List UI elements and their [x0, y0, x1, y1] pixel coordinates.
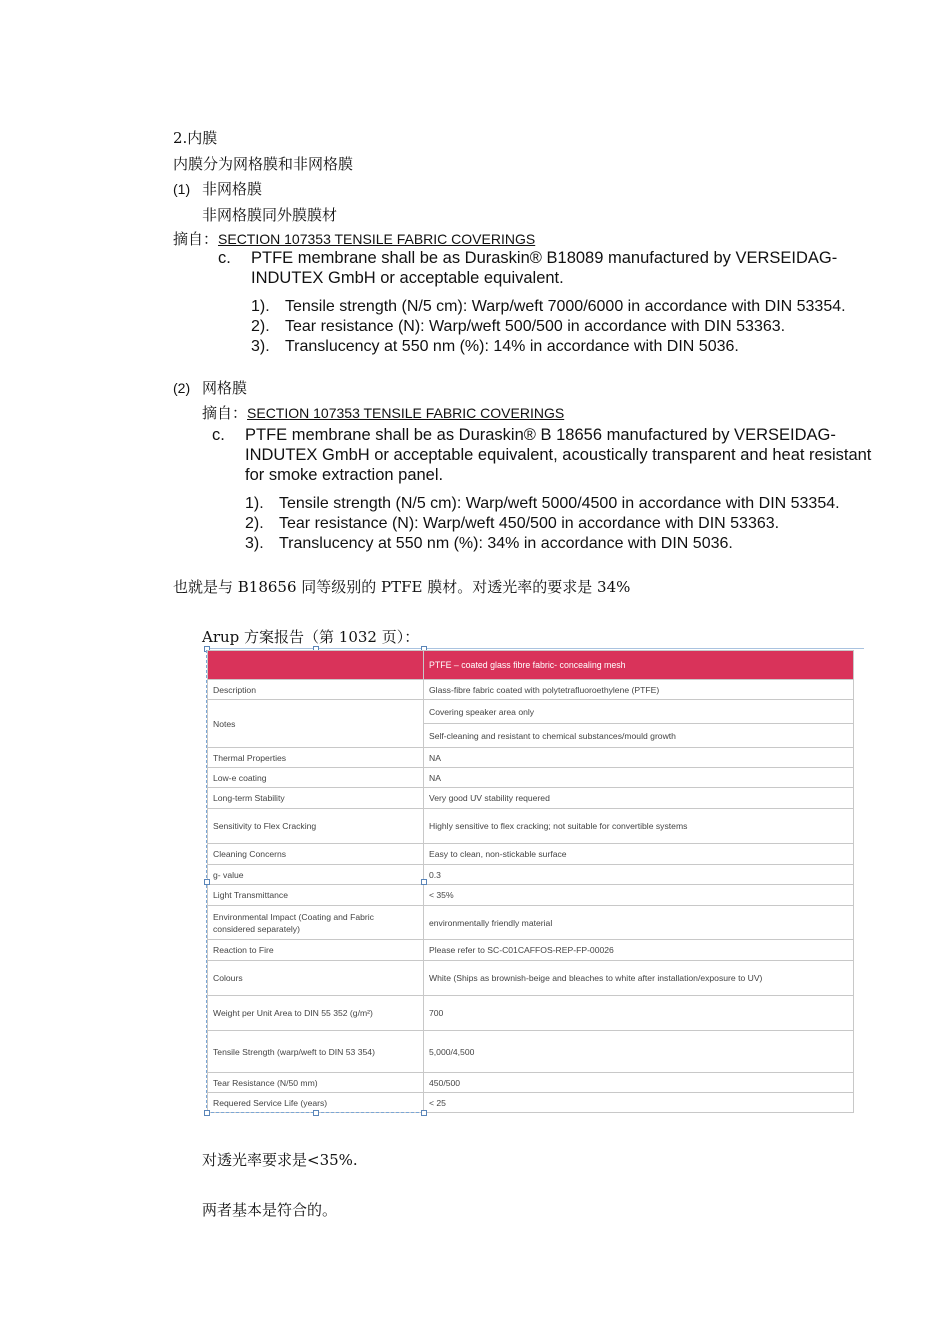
- part2-item-letter: c.: [212, 426, 225, 444]
- part2-item-line: PTFE membrane shall be as Duraskin® B 18656 manufactured by VERSEIDAG-: [245, 426, 836, 444]
- row-label: Cleaning Concerns: [208, 844, 424, 865]
- row-label: Sensitivity to Flex Cracking: [208, 809, 424, 844]
- reference-prefix: 摘自：: [173, 230, 219, 248]
- row-value: White (Ships as brownish-beige and bleaches to white after installation/exposure to UV): [424, 961, 854, 996]
- resize-handle[interactable]: [313, 1110, 319, 1116]
- part1-subitem: 2). Tear resistance (N): Warp/weft 500/500 in accordance with DIN 53363.: [251, 318, 786, 335]
- part1-number: (1): [173, 181, 191, 197]
- row-label: Thermal Properties: [208, 748, 424, 768]
- part2-item-line: for smoke extraction panel.: [245, 466, 444, 484]
- row-label: Notes: [208, 700, 424, 748]
- table-row: [208, 809, 854, 844]
- table-row: [208, 680, 854, 700]
- row-value: NA: [424, 748, 854, 768]
- part2-subitem: 3). Translucency at 550 nm (%): 34% in accordance with DIN 5036.: [245, 535, 733, 552]
- resize-handle[interactable]: [421, 1110, 427, 1116]
- part2-number: (2): [173, 380, 191, 396]
- summary-text: 也就是与 B18656 同等级别的 PTFE 膜材。对透光率的要求是 34%: [173, 578, 631, 596]
- spec-table: [207, 650, 854, 1113]
- row-value: Easy to clean, non-stickable surface: [424, 844, 854, 865]
- table-row: [208, 1093, 854, 1113]
- row-label: Requered Service Life (years): [208, 1093, 424, 1113]
- resize-handle[interactable]: [421, 879, 427, 885]
- row-value: Self-cleaning and resistant to chemical substances/mould growth: [424, 724, 854, 748]
- part1-reference: [173, 228, 535, 249]
- table-row: [208, 1073, 854, 1093]
- table-row: [208, 906, 854, 940]
- row-label: g- value: [208, 865, 424, 885]
- row-value: Very good UV stability requered: [424, 788, 854, 809]
- row-value: Covering speaker area only: [424, 700, 854, 724]
- reference-link[interactable]: SECTION 107353 TENSILE FABRIC COVERINGS: [247, 405, 565, 421]
- row-label: Tensile Strength (warp/weft to DIN 53 354): [208, 1031, 424, 1073]
- row-label: Environmental Impact (Coating and Fabric considered separately): [208, 906, 424, 940]
- row-label: Long-term Stability: [208, 788, 424, 809]
- table-header-row: [208, 651, 854, 680]
- part1-subitem: 1). Tensile strength (N/5 cm): Warp/weft 7000/6000 in accordance with DIN 53354.: [251, 298, 846, 315]
- row-label: Light Transmittance: [208, 885, 424, 906]
- row-label: Reaction to Fire: [208, 940, 424, 961]
- intro-text: 内膜分为网格膜和非网格膜: [173, 155, 354, 173]
- row-label: Colours: [208, 961, 424, 996]
- part1-heading: [173, 178, 262, 199]
- part1-subitem: 3). Translucency at 550 nm (%): 14% in accordance with DIN 5036.: [251, 338, 739, 355]
- part1-description: 非网格膜同外膜膜材: [202, 206, 338, 224]
- row-label: Weight per Unit Area to DIN 55 352 (g/m²): [208, 996, 424, 1031]
- table-row: [208, 961, 854, 996]
- part1-item-line: PTFE membrane shall be as Duraskin® B18089 manufactured by VERSEIDAG-: [251, 249, 838, 267]
- table-header-title: PTFE – coated glass fibre fabric- concealing mesh: [424, 651, 854, 680]
- table-row: [208, 865, 854, 885]
- row-value: Highly sensitive to flex cracking; not suitable for convertible systems: [424, 809, 854, 844]
- row-value: 450/500: [424, 1073, 854, 1093]
- resize-handle[interactable]: [204, 1110, 210, 1116]
- row-value: NA: [424, 768, 854, 788]
- spec-table-container: [207, 650, 854, 1113]
- row-value: < 35%: [424, 885, 854, 906]
- part1-title: 非网格膜: [202, 180, 263, 198]
- part2-reference: [202, 402, 564, 423]
- table-header-blank: [208, 651, 424, 680]
- table-row: [208, 844, 854, 865]
- table-row: [208, 768, 854, 788]
- row-value: 0.3: [424, 865, 854, 885]
- conclusion-text: 对透光率要求是<35%.: [202, 1151, 358, 1169]
- table-row: [208, 885, 854, 906]
- part2-title: 网格膜: [202, 379, 248, 397]
- row-value: Glass-fibre fabric coated with polytetrafluoroethylene (PTFE): [424, 680, 854, 700]
- reference-prefix: 摘自：: [202, 404, 248, 422]
- table-row: [208, 748, 854, 768]
- row-value: Please refer to SC-C01CAFFOS-REP-FP-00026: [424, 940, 854, 961]
- table-row: [208, 940, 854, 961]
- part2-subitem: 1). Tensile strength (N/5 cm): Warp/weft 5000/4500 in accordance with DIN 53354.: [245, 495, 840, 512]
- table-row: [208, 1031, 854, 1073]
- row-value: 5,000/4,500: [424, 1031, 854, 1073]
- row-value: environmentally friendly material: [424, 906, 854, 940]
- row-label: Tear Resistance (N/50 mm): [208, 1073, 424, 1093]
- row-value: < 25: [424, 1093, 854, 1113]
- resize-handle[interactable]: [204, 879, 210, 885]
- reference-link[interactable]: SECTION 107353 TENSILE FABRIC COVERINGS: [218, 231, 536, 247]
- section-heading: 2.内膜: [173, 129, 218, 147]
- part1-item-line: INDUTEX GmbH or acceptable equivalent.: [251, 269, 564, 287]
- conclusion-text: 两者基本是符合的。: [202, 1201, 338, 1219]
- part1-item-letter: c.: [218, 249, 231, 267]
- table-row: [208, 700, 854, 724]
- table-row: [208, 788, 854, 809]
- row-label: Low-e coating: [208, 768, 424, 788]
- part2-subitem: 2). Tear resistance (N): Warp/weft 450/500 in accordance with DIN 53363.: [245, 515, 780, 532]
- arup-caption: Arup 方案报告（第 1032 页）：: [202, 628, 420, 646]
- part2-heading: [173, 377, 247, 398]
- table-row: [208, 996, 854, 1031]
- part2-item-line: INDUTEX GmbH or acceptable equivalent, acoustically transparent and heat resistant: [245, 446, 872, 464]
- row-value: 700: [424, 996, 854, 1031]
- row-label: Description: [208, 680, 424, 700]
